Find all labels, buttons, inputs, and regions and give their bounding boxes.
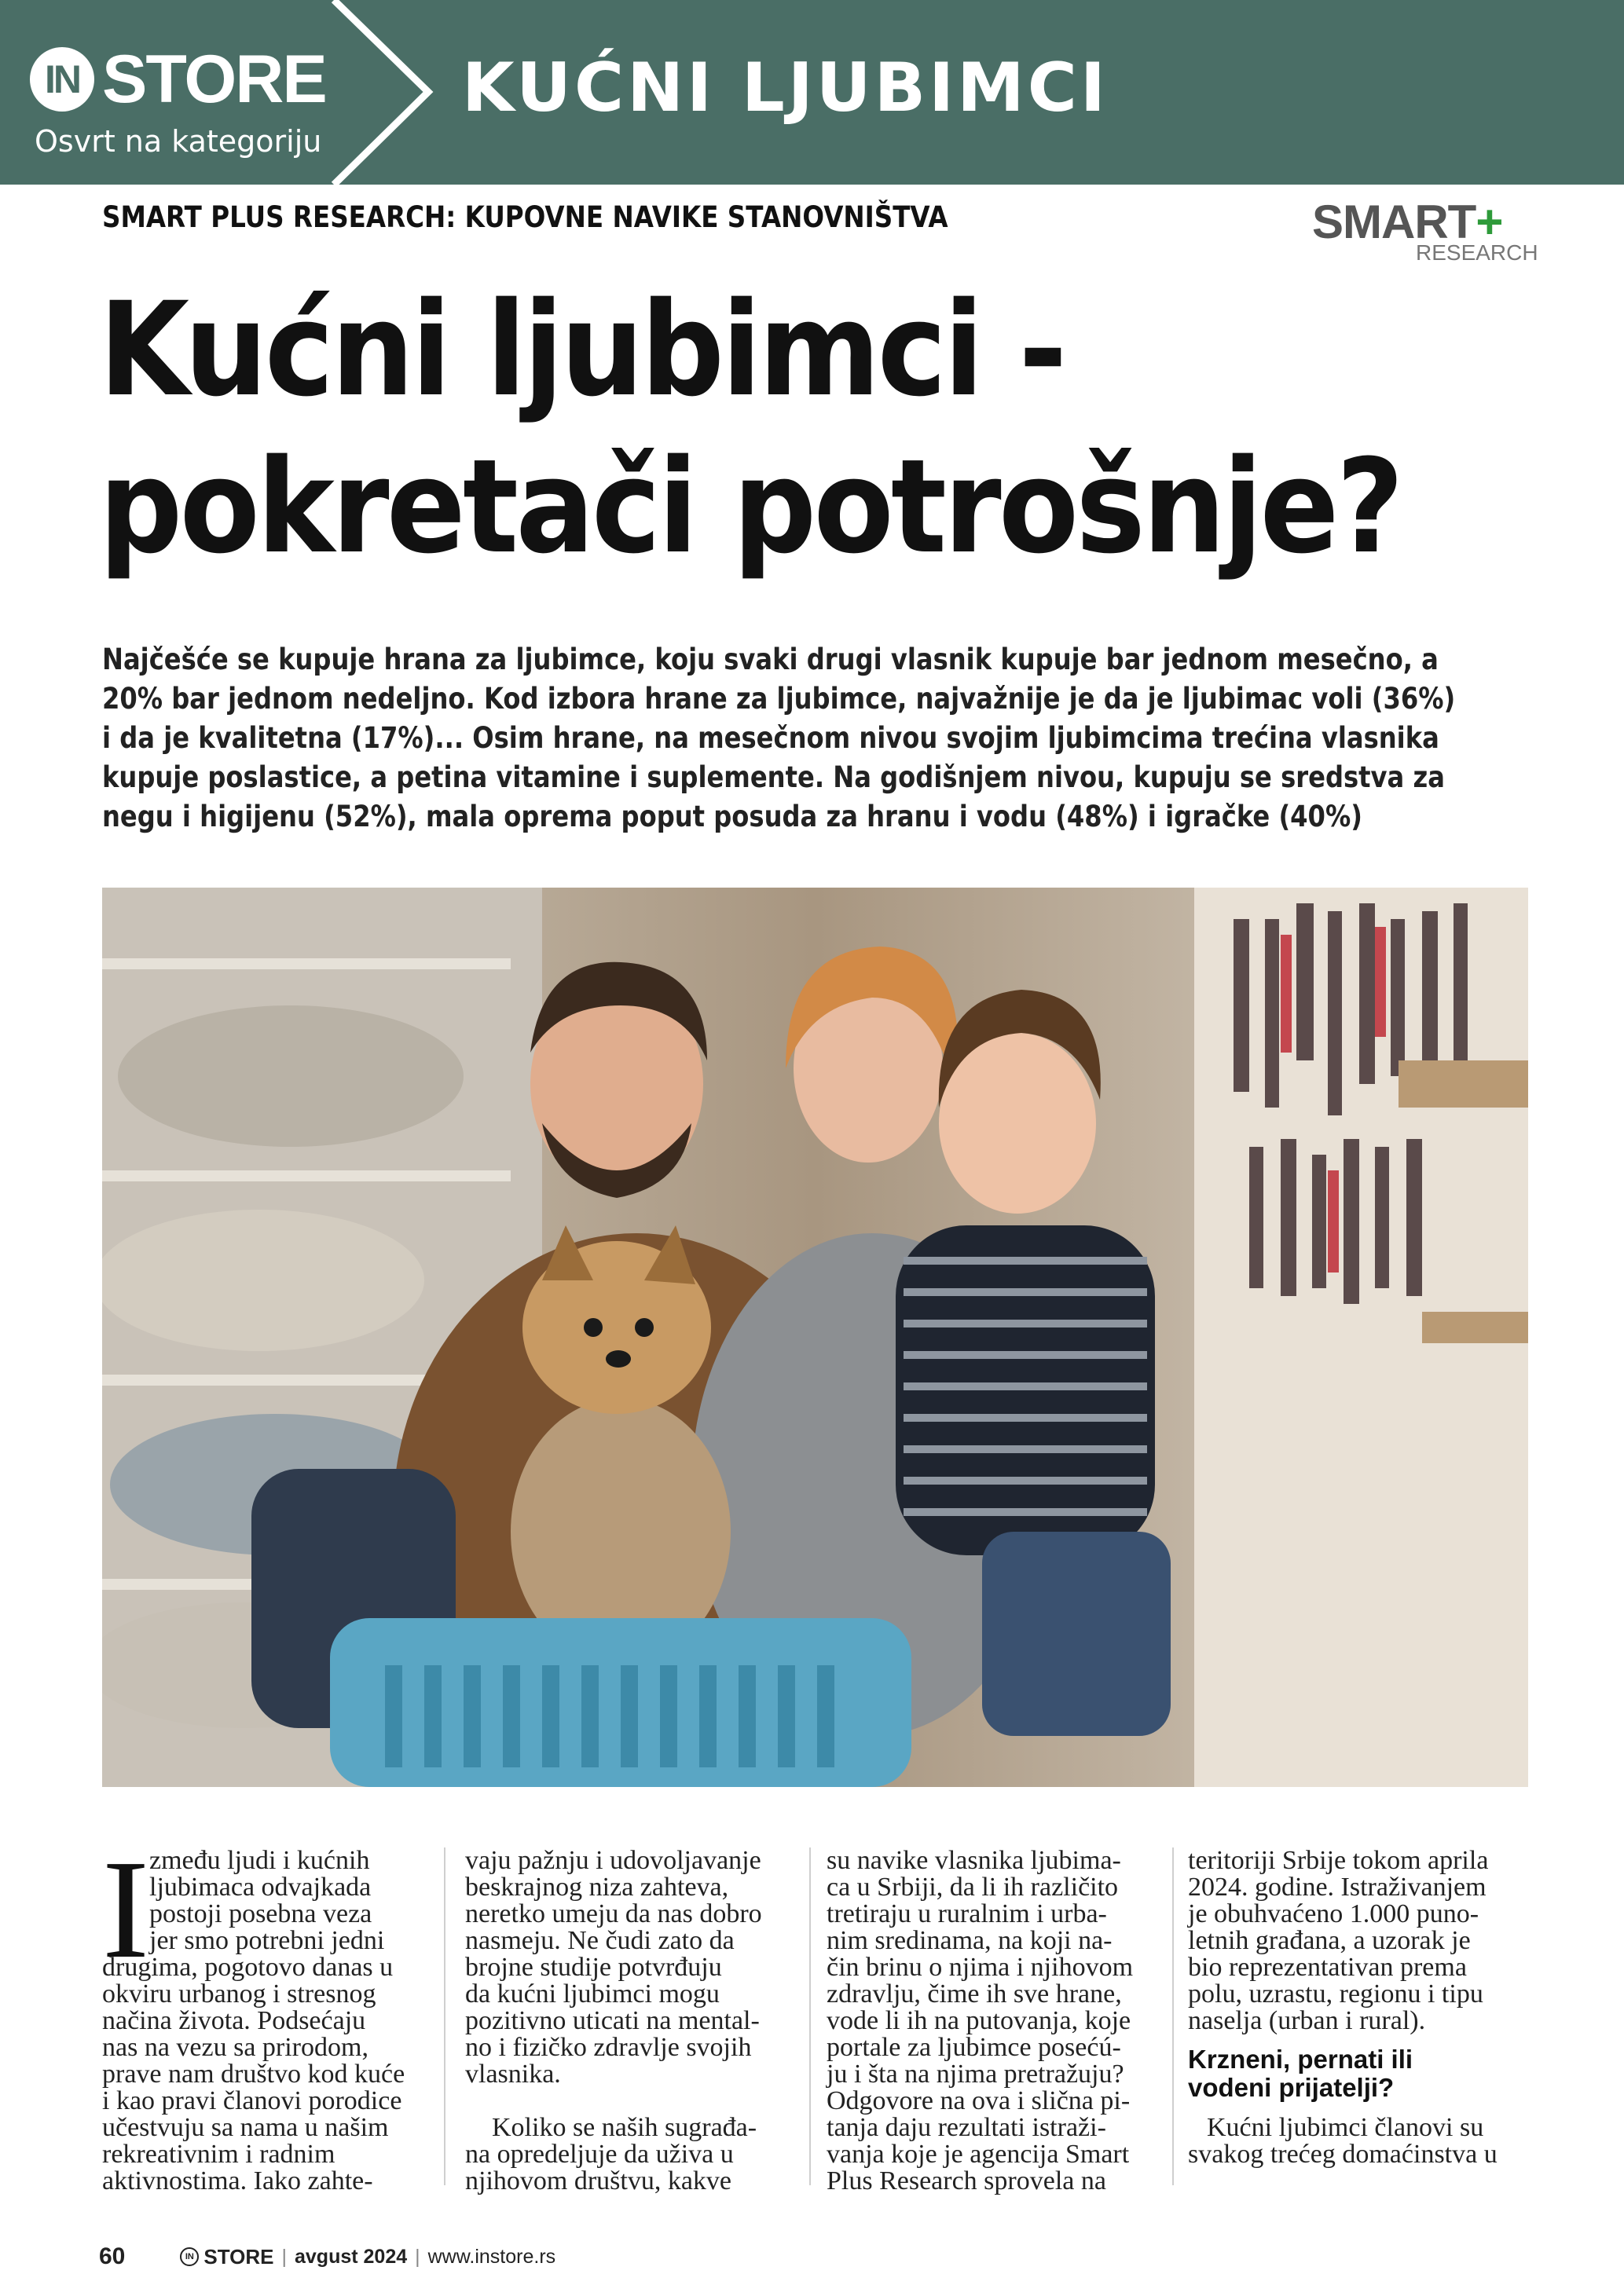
page-footer [99,2243,555,2270]
body-line: su navike vlasnika ljubima- [827,1846,1121,1875]
plus-icon: + [1476,196,1503,248]
body-line: beskrajnog niza zahteva, [465,1873,729,1902]
headline-line: Kućni ljubimci - [99,274,1065,425]
brand-box [0,0,338,185]
lead-line: Najčešće se kupuje hrana za ljubimce, koju svaki drugi vlasnik kupuje bar jednom mesečno, a [102,643,1439,676]
body-line: vlasnika. [465,2060,561,2089]
column-rule [444,1847,445,2185]
smart-plus-logo [1312,195,1538,265]
in-circle-icon: IN [30,47,94,112]
smart-word: SMART [1312,196,1476,248]
body-line: zdravlju, čime ih sve hrane, [827,1979,1122,2009]
body-column-3 [827,1847,1157,2195]
body-line: pozitivno uticati na mental- [465,2006,760,2035]
headline-line: pokretači potrošnje? [99,431,1402,582]
lead-paragraph [102,640,1497,837]
brand-subtitle: Osvrt na kategoriju [35,124,322,159]
column-rule [809,1847,811,2185]
smart-research-label: RESEARCH [1416,240,1538,265]
lead-line: i da je kvalitetna (17%)... Osim hrane, na mesečnom nivou svojim ljubimcima trećina vlasnika [102,721,1439,755]
body-line: bio reprezentativan prema [1188,1953,1467,1982]
photo-illustration [102,888,1528,1787]
body-line: učestvuju sa nama u našim [102,2113,389,2142]
body-column-2 [465,1847,795,2195]
body-line: rekreativnim i radnim [102,2140,335,2169]
paragraph-gap [1188,2034,1518,2045]
body-line: čin brinu o njima i njihovom [827,1953,1134,1982]
body-line: nasmeju. Ne čudi zato da [465,1926,735,1955]
chevron-right-icon [330,0,448,185]
body-line: Plus Research sprovela na [827,2166,1106,2195]
store-wordmark: STORE [102,42,326,117]
subheading: vodeni prijatelji? [1188,2073,1395,2102]
kicker: SMART PLUS RESEARCH: KUPOVNE NAVIKE STANOVNIŠTVA [102,200,948,234]
body-line: na opredeljuje da uživa u [465,2140,734,2169]
body-column-1 [102,1831,432,2195]
body-line: letnih građana, a uzorak je [1188,1926,1471,1955]
body-line: aktivnostima. Iako zahte- [102,2166,373,2195]
body-line: teritoriji Srbije tokom aprila [1188,1846,1489,1875]
footer-separator: | [415,2245,420,2268]
body-line: da kućni ljubimci mogu [465,1979,720,2009]
body-line: portale za ljubimce posećú- [827,2033,1121,2062]
body-line: je obuhvaćeno 1.000 puno- [1188,1899,1479,1928]
body-line: okviru urbanog i stresnog [102,1979,376,2009]
body-column-4 [1188,1847,1518,2168]
headline [99,271,1443,585]
body-line: nim sredinama, na koji na- [827,1926,1113,1955]
body-line: i kao pravi članovi porodice [102,2086,402,2115]
lead-line: kupuje poslastice, a petina vitamine i suplemente. Na godišnjem nivou, kupuju se sredstva za [102,760,1445,794]
body-line: ca u Srbiji, da li ih različito [827,1873,1119,1902]
paragraph-gap [465,2088,795,2115]
body-line: tanja daju rezultati istraži- [827,2113,1106,2142]
body-line: vode li ih na putovanja, koje [827,2006,1131,2035]
family-with-dog-photo [102,888,1528,1787]
footer-brand: STORE [203,2244,274,2269]
body-line: zmeđu ljudi i kućnih [149,1846,370,1875]
body-line: nas na vezu sa prirodom, [102,2033,368,2062]
body-line: vaju pažnju i udovoljavanje [465,1846,761,1875]
body-line: no i fizičko zdravlje svojih [465,2033,752,2062]
subheading: Krzneni, pernati ili [1188,2045,1413,2074]
body-line: prave nam društvo kod kuće [102,2060,405,2089]
body-line: Kućni ljubimci članovi su [1207,2113,1484,2142]
issue-date: avgust 2024 [294,2245,408,2268]
body-line: tretiraju u ruralnim i urba- [827,1899,1107,1928]
body-line: postoji posebna veza [149,1899,372,1928]
lead-line: 20% bar jednom nedeljno. Kod izbora hrane za ljubimce, najvažnije je da je ljubimac voli (36%) [102,682,1456,716]
page-number: 60 [99,2243,126,2269]
drop-cap: I [102,1831,149,1987]
body-line: vanja koje je agencija Smart [827,2140,1130,2169]
body-line: jer smo potrebni jedni [149,1926,385,1955]
section-title: KUĆNI LJUBIMCI [462,49,1109,127]
body-line: Koliko se naših sugrađa- [492,2113,757,2142]
body-line: brojne studije potvrđuju [465,1953,722,1982]
body-line: polu, uzrastu, regionu i tipu [1188,1979,1483,2009]
body-line: ljubimaca odvajkada [149,1873,372,1902]
website-link[interactable]: www.instore.rs [427,2245,556,2268]
body-line: neretko umeju da nas dobro [465,1899,762,1928]
body-line: drugima, pogotovo danas u [102,1953,394,1982]
body-line: svakog trećeg domaćinstva u [1188,2140,1498,2169]
body-line: 2024. godine. Istraživanjem [1188,1873,1487,1902]
instore-logo[interactable] [30,42,326,117]
body-line: načina života. Podsećaju [102,2006,366,2035]
body-line: naselja (urban i rural). [1188,2006,1426,2035]
body-line: njihovom društvu, kakve [465,2166,732,2195]
in-logo-icon: IN [180,2247,199,2266]
body-line: Odgovore na ova i slična pi- [827,2086,1131,2115]
lead-line: negu i higijenu (52%), mala oprema poput posuda za hranu i vodu (48%) i igračke (40%) [102,800,1362,833]
footer-separator: | [281,2245,287,2268]
body-line: ju i šta na njima pretražuju? [827,2060,1124,2089]
column-rule [1172,1847,1174,2185]
